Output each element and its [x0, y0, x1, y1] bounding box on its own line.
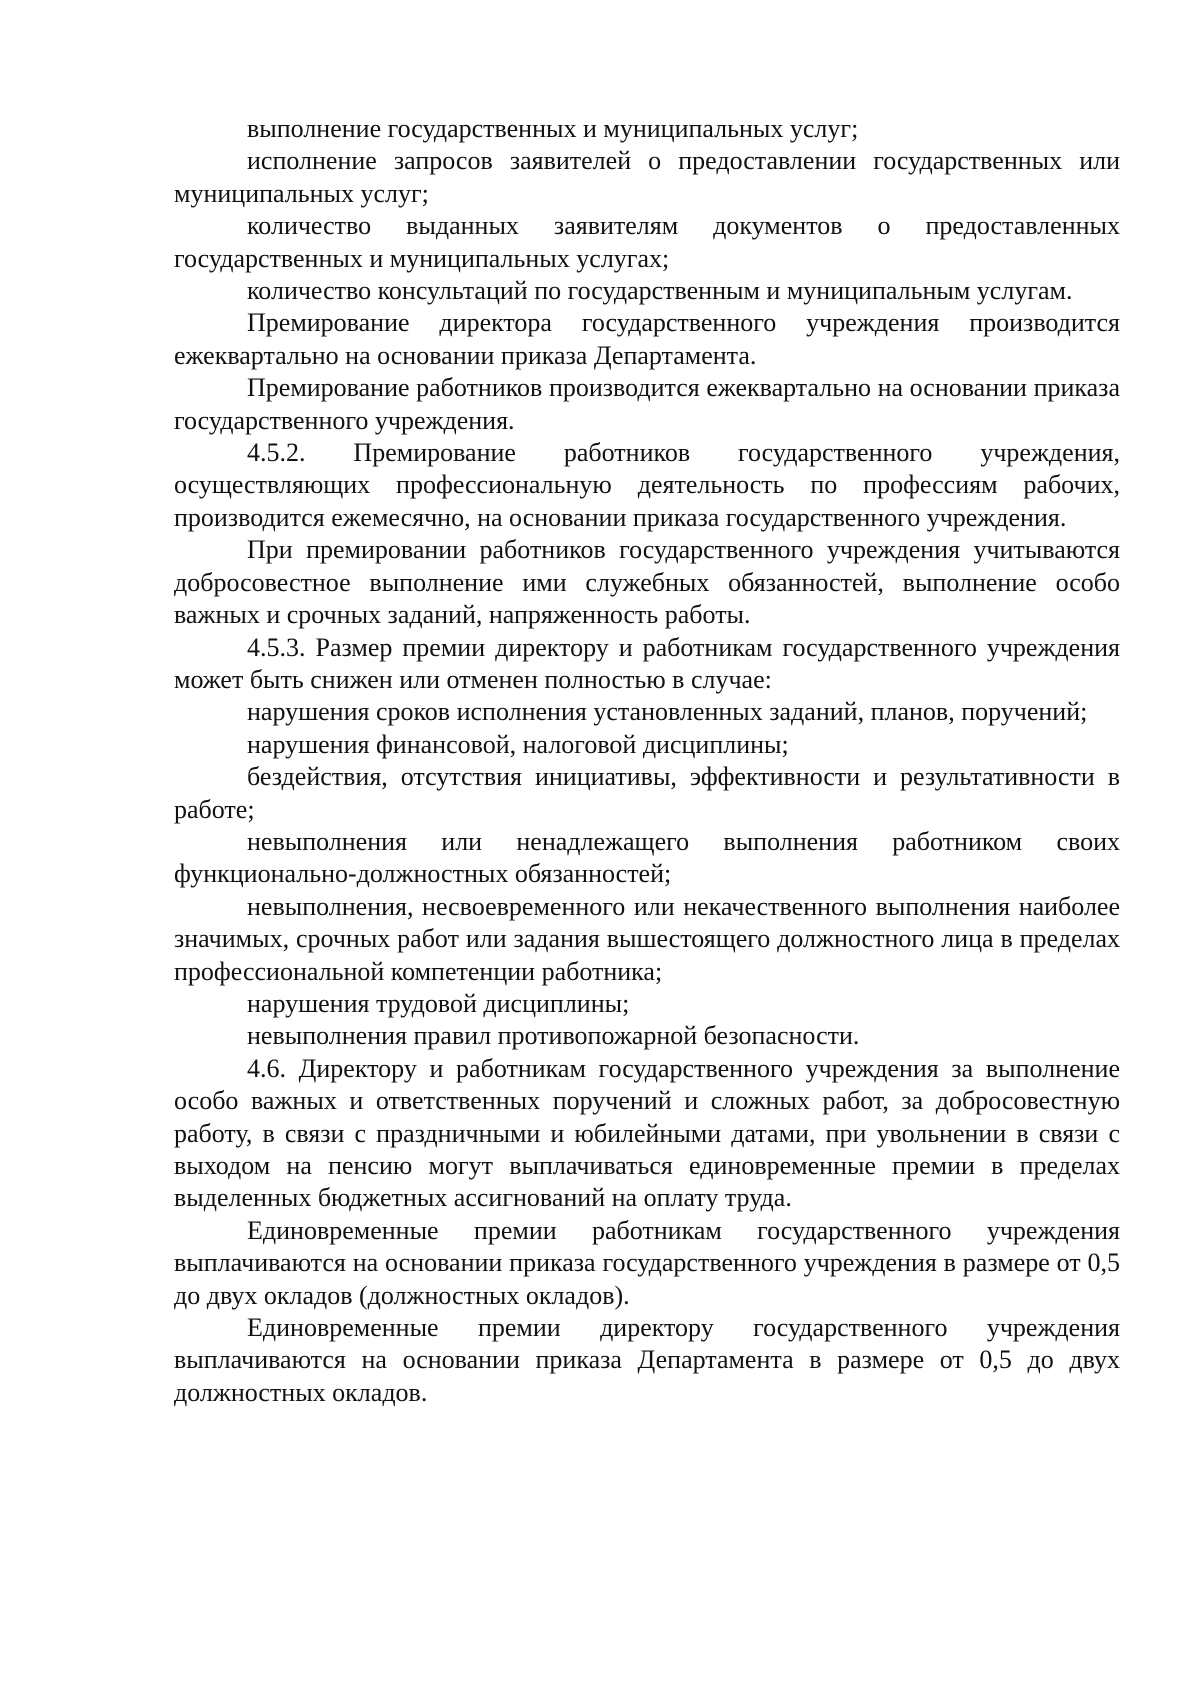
paragraph-16: невыполнения правил противопожарной безопасности.: [247, 1021, 860, 1051]
paragraph-9: 4.5.3. Размер премии директору и работникам государственного учреждения может быть снижен или отменен полностью в случае:: [174, 632, 1120, 694]
document-page: [174, 113, 1120, 1409]
paragraph-13: невыполнения или ненадлежащего выполнения работником своих функционально-должностных обязанностей;: [174, 826, 1120, 889]
paragraph-10: нарушения сроков исполнения установленных заданий, планов, поручений;: [247, 697, 1088, 727]
paragraph-8: При премировании работников государственного учреждения учитываются добросовестное выполнение ими служебных обязанностей, выполнение особо важных и срочных заданий, напряженность работы.: [174, 535, 1120, 630]
paragraph-19: Единовременные премии директору государственного учреждения выплачиваются на основании приказа Департамента в размере от 0,5 до двух должностных окладов.: [174, 1313, 1120, 1407]
paragraph-4: количество консультаций по государственным и муниципальным услугам.: [247, 276, 1073, 306]
paragraph-7: 4.5.2. Премирование работников государственного учреждения, осуществляющих профессиональную деятельность по профессиям рабочих, производится ежемесячно, на основании приказа государственного учреждения.: [174, 438, 1120, 532]
paragraph-14: невыполнения, несвоевременного или некачественного выполнения наиболее значимых, срочных работ или задания вышестоящего должностного лица в пределах профессиональной компетенции работника;: [174, 891, 1120, 986]
paragraph-1: выполнение государственных и муниципальных услуг;: [247, 114, 859, 143]
paragraph-15: нарушения трудовой дисциплины;: [247, 988, 630, 1018]
paragraph-18: Единовременные премии работникам государственного учреждения выплачиваются на основании приказа государственного учреждения в размере от 0,5 до двух окладов (должностных окладов).: [174, 1215, 1120, 1310]
paragraph-6: Премирование работников производится ежеквартально на основании приказа государственного учреждения.: [174, 373, 1120, 435]
paragraph-17: 4.6. Директору и работникам государственного учреждения за выполнение особо важных и ответственных поручений и сложных работ, за добросовестную работу, в связи с праздничными и юбилейными датами, при увольнении в связи с выходом на пенсию могут выплачиваться единовременные премии в пределах выделенных бюджетных ассигнований на оплату труда.: [174, 1053, 1120, 1213]
paragraph-12: бездействия, отсутствия инициативы, эффективности и результативности в работе;: [174, 762, 1120, 824]
paragraph-5: Премирование директора государственного учреждения производится ежеквартально на основании приказа Департамента.: [174, 308, 1120, 370]
paragraph-11: нарушения финансовой, налоговой дисциплины;: [247, 729, 789, 759]
paragraph-2: исполнение запросов заявителей о предоставлении государственных или муниципальных услуг;: [174, 146, 1120, 208]
paragraph-3: количество выданных заявителям документов о предоставленных государственных и муниципальных услугах;: [174, 211, 1120, 273]
